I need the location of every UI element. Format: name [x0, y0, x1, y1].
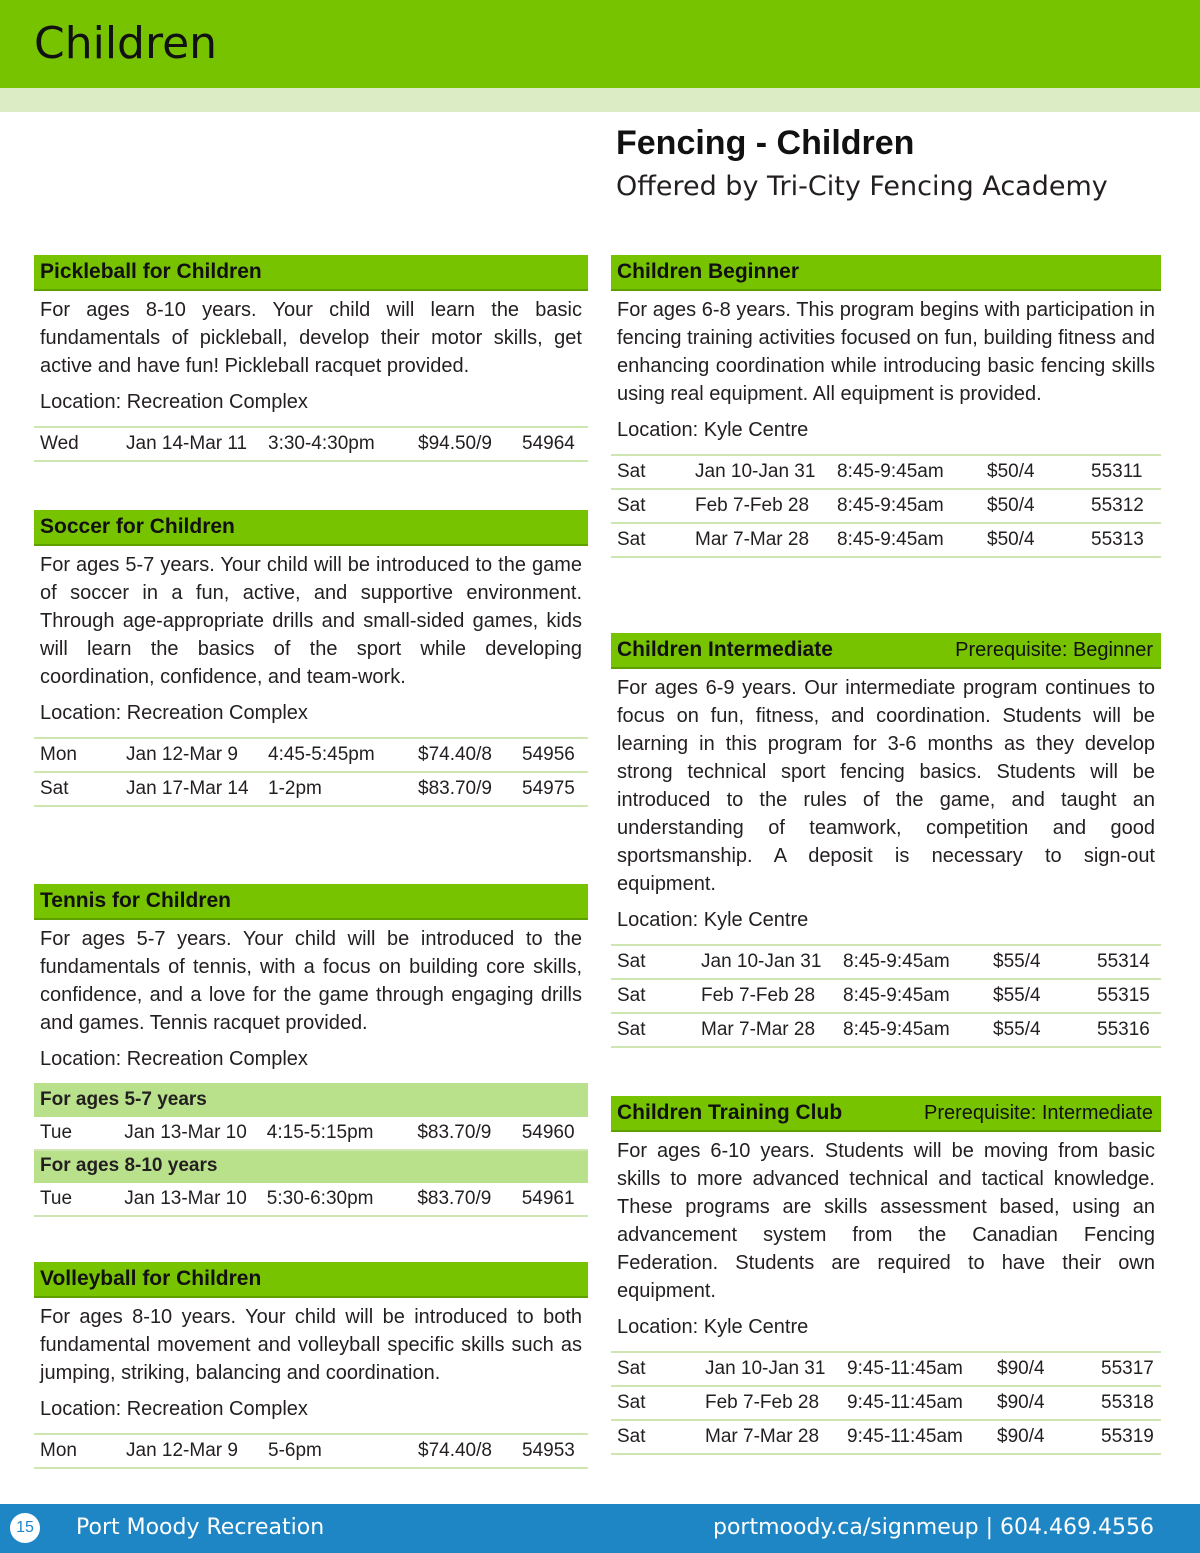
age-group-row [34, 1150, 588, 1182]
dates-cell: Jan 10-Jan 31 [689, 455, 831, 489]
page-title: Children [34, 18, 218, 69]
dates-cell: Mar 7-Mar 28 [695, 1013, 837, 1047]
time-cell: 1-2pm [262, 772, 412, 806]
intermediate-section [611, 633, 1161, 1048]
schedule-row [611, 523, 1161, 557]
time-cell: 9:45-11:45am [841, 1420, 991, 1454]
dates-cell: Jan 13-Mar 10 [118, 1182, 261, 1216]
course-code-cell: 54956 [516, 738, 588, 772]
section-location: Location: Kyle Centre [617, 419, 809, 441]
soccer-section [34, 510, 588, 807]
time-cell: 9:45-11:45am [841, 1386, 991, 1420]
section-title: Children Beginner [617, 260, 800, 283]
schedule-row [34, 772, 588, 806]
section-title: Tennis for Children [40, 889, 231, 912]
time-cell: 5-6pm [262, 1434, 412, 1468]
schedule-row [611, 979, 1161, 1013]
course-code-cell: 55315 [1091, 979, 1161, 1013]
course-code-cell: 55311 [1085, 455, 1161, 489]
dates-cell: Jan 13-Mar 10 [118, 1116, 261, 1150]
dates-cell: Jan 17-Mar 14 [120, 772, 262, 806]
fee-cell: $74.40/8 [412, 1434, 516, 1468]
section-header [611, 255, 1161, 291]
schedule-row [34, 1182, 588, 1216]
time-cell: 8:45-9:45am [837, 979, 987, 1013]
time-cell: 3:30-4:30pm [262, 427, 412, 461]
time-cell: 4:15-5:15pm [261, 1116, 412, 1150]
schedule-table [611, 454, 1161, 558]
dates-cell: Feb 7-Feb 28 [699, 1386, 841, 1420]
section-header [34, 884, 588, 920]
schedule-row [34, 1116, 588, 1150]
course-code-cell: 55312 [1085, 489, 1161, 523]
course-code-cell: 54961 [516, 1182, 588, 1216]
section-description: For ages 6-8 years. This program begins with participation in fencing training activities focused on fun, building fitness and enhancing coordination while introducing basic fencing skills using real equipment. All equipment is provided. [617, 299, 1155, 405]
time-cell: 8:45-9:45am [831, 523, 981, 557]
section-title: Pickleball for Children [40, 260, 262, 283]
fencing-title: Fencing - Children [616, 124, 915, 162]
fee-cell: $83.70/9 [412, 772, 516, 806]
fencing-subtitle: Offered by Tri-City Fencing Academy [616, 171, 1108, 202]
section-header [611, 633, 1161, 669]
section-title: Volleyball for Children [40, 1267, 262, 1290]
schedule-row [611, 455, 1161, 489]
day-cell: Sat [34, 772, 120, 806]
beginner-section [611, 255, 1161, 558]
schedule-row [611, 945, 1161, 979]
footer-org: Port Moody Recreation [76, 1515, 325, 1540]
dates-cell: Jan 12-Mar 9 [120, 1434, 262, 1468]
section-title: Children Intermediate [617, 638, 833, 661]
section-title: Soccer for Children [40, 515, 235, 538]
schedule-row [611, 1013, 1161, 1047]
time-cell: 8:45-9:45am [837, 945, 987, 979]
day-cell: Sat [611, 489, 689, 523]
course-code-cell: 55319 [1095, 1420, 1161, 1454]
day-cell: Sat [611, 1352, 699, 1386]
day-cell: Tue [34, 1182, 118, 1216]
section-description: For ages 6-9 years. Our intermediate program continues to focus on fun, fitness, and coordination. Students will be learning in this program for 3-6 months as they develop strong technical sport fencing basics. Students will be introduced to the rules of the game, and taught an understanding of teamwork, competition and good sportsmanship. A deposit is necessary to sign-out equipment. [617, 677, 1155, 895]
header-band [0, 0, 1200, 88]
day-cell: Sat [611, 523, 689, 557]
schedule-row [34, 738, 588, 772]
schedule-row [611, 1352, 1161, 1386]
fencing-heading [616, 124, 1108, 202]
section-title: Children Training Club [617, 1101, 843, 1124]
training-section [611, 1096, 1161, 1455]
schedule-row [611, 489, 1161, 523]
fee-cell: $90/4 [991, 1386, 1095, 1420]
dates-cell: Feb 7-Feb 28 [695, 979, 837, 1013]
section-description: For ages 5-7 years. Your child will be introduced to the fundamentals of tennis, with a focus on building core skills, confidence, and a love for the game through engaging drills and games. Tennis racquet provided. [40, 928, 582, 1034]
schedule-table [611, 944, 1161, 1048]
day-cell: Sat [611, 945, 695, 979]
section-location: Location: Kyle Centre [617, 909, 809, 931]
section-description: For ages 8-10 years. Your child will be introduced to both fundamental movement and volleyball specific skills such as jumping, striking, balancing and coordination. [40, 1306, 582, 1384]
time-cell: 4:45-5:45pm [262, 738, 412, 772]
fee-cell: $50/4 [981, 489, 1085, 523]
schedule-row [34, 427, 588, 461]
schedule-row [611, 1420, 1161, 1454]
fee-cell: $55/4 [987, 945, 1091, 979]
course-code-cell: 54975 [516, 772, 588, 806]
course-code-cell: 54953 [516, 1434, 588, 1468]
dates-cell: Mar 7-Mar 28 [699, 1420, 841, 1454]
section-header [611, 1096, 1161, 1132]
day-cell: Sat [611, 1386, 699, 1420]
time-cell: 9:45-11:45am [841, 1352, 991, 1386]
schedule-table [34, 426, 588, 462]
fee-cell: $50/4 [981, 455, 1085, 489]
fee-cell: $90/4 [991, 1352, 1095, 1386]
section-description: For ages 5-7 years. Your child will be introduced to the game of soccer in a fun, active, and supportive environment. Through age-appropriate drills and small-sided games, kids will learn the basics of the sport while developing coordination, confidence, and team-work. [40, 554, 582, 688]
fee-cell: $90/4 [991, 1420, 1095, 1454]
tennis-section [34, 884, 588, 1217]
section-header [34, 1262, 588, 1298]
dates-cell: Jan 10-Jan 31 [699, 1352, 841, 1386]
section-location: Location: Recreation Complex [40, 1398, 308, 1420]
age-group-label: For ages 5-7 years [34, 1084, 588, 1116]
volleyball-section [34, 1262, 588, 1469]
schedule-table [34, 1083, 588, 1217]
course-code-cell: 55316 [1091, 1013, 1161, 1047]
day-cell: Mon [34, 738, 120, 772]
fee-cell: $55/4 [987, 979, 1091, 1013]
fee-cell: $74.40/8 [412, 738, 516, 772]
section-location: Location: Recreation Complex [40, 391, 308, 413]
footer-contact[interactable]: portmoody.ca/signmeup | 604.469.4556 [713, 1515, 1154, 1540]
course-code-cell: 55313 [1085, 523, 1161, 557]
footer-bar [0, 1504, 1200, 1553]
section-location: Location: Kyle Centre [617, 1316, 809, 1338]
dates-cell: Jan 12-Mar 9 [120, 738, 262, 772]
schedule-table [34, 1433, 588, 1469]
section-description: For ages 6-10 years. Students will be moving from basic skills to more advanced technical and tactical knowledge. These programs are skills assessment based, using an advancement system from the Canadian Fencing Federation. Students are required to have their own equipment. [617, 1140, 1155, 1302]
time-cell: 8:45-9:45am [837, 1013, 987, 1047]
course-code-cell: 55317 [1095, 1352, 1161, 1386]
course-code-cell: 54960 [516, 1116, 588, 1150]
course-code-cell: 54964 [516, 427, 588, 461]
dates-cell: Jan 10-Jan 31 [695, 945, 837, 979]
dates-cell: Mar 7-Mar 28 [689, 523, 831, 557]
time-cell: 5:30-6:30pm [261, 1182, 412, 1216]
page-number: 15 [10, 1513, 40, 1543]
prerequisite-label: Prerequisite: Intermediate [923, 1101, 1153, 1124]
course-code-cell: 55314 [1091, 945, 1161, 979]
schedule-table [34, 737, 588, 807]
day-cell: Sat [611, 1420, 699, 1454]
schedule-table [611, 1351, 1161, 1455]
schedule-row [611, 1386, 1161, 1420]
fee-cell: $83.70/9 [411, 1116, 515, 1150]
section-location: Location: Recreation Complex [40, 702, 308, 724]
day-cell: Sat [611, 979, 695, 1013]
day-cell: Sat [611, 455, 689, 489]
pickleball-section [34, 255, 588, 462]
age-group-row [34, 1084, 588, 1116]
fee-cell: $50/4 [981, 523, 1085, 557]
age-group-label: For ages 8-10 years [34, 1150, 588, 1182]
day-cell: Mon [34, 1434, 120, 1468]
section-header [34, 255, 588, 291]
section-header [34, 510, 588, 546]
course-code-cell: 55318 [1095, 1386, 1161, 1420]
section-description: For ages 8-10 years. Your child will learn the basic fundamentals of pickleball, develop their motor skills, get active and have fun! Pickleball racquet provided. [40, 299, 582, 377]
time-cell: 8:45-9:45am [831, 489, 981, 523]
fee-cell: $55/4 [987, 1013, 1091, 1047]
fee-cell: $94.50/9 [412, 427, 516, 461]
day-cell: Tue [34, 1116, 118, 1150]
day-cell: Wed [34, 427, 120, 461]
dates-cell: Jan 14-Mar 11 [120, 427, 262, 461]
time-cell: 8:45-9:45am [831, 455, 981, 489]
schedule-row [34, 1434, 588, 1468]
prerequisite-label: Prerequisite: Beginner [955, 638, 1153, 661]
dates-cell: Feb 7-Feb 28 [689, 489, 831, 523]
section-location: Location: Recreation Complex [40, 1048, 308, 1070]
header-subband [0, 88, 1200, 112]
day-cell: Sat [611, 1013, 695, 1047]
fee-cell: $83.70/9 [411, 1182, 515, 1216]
